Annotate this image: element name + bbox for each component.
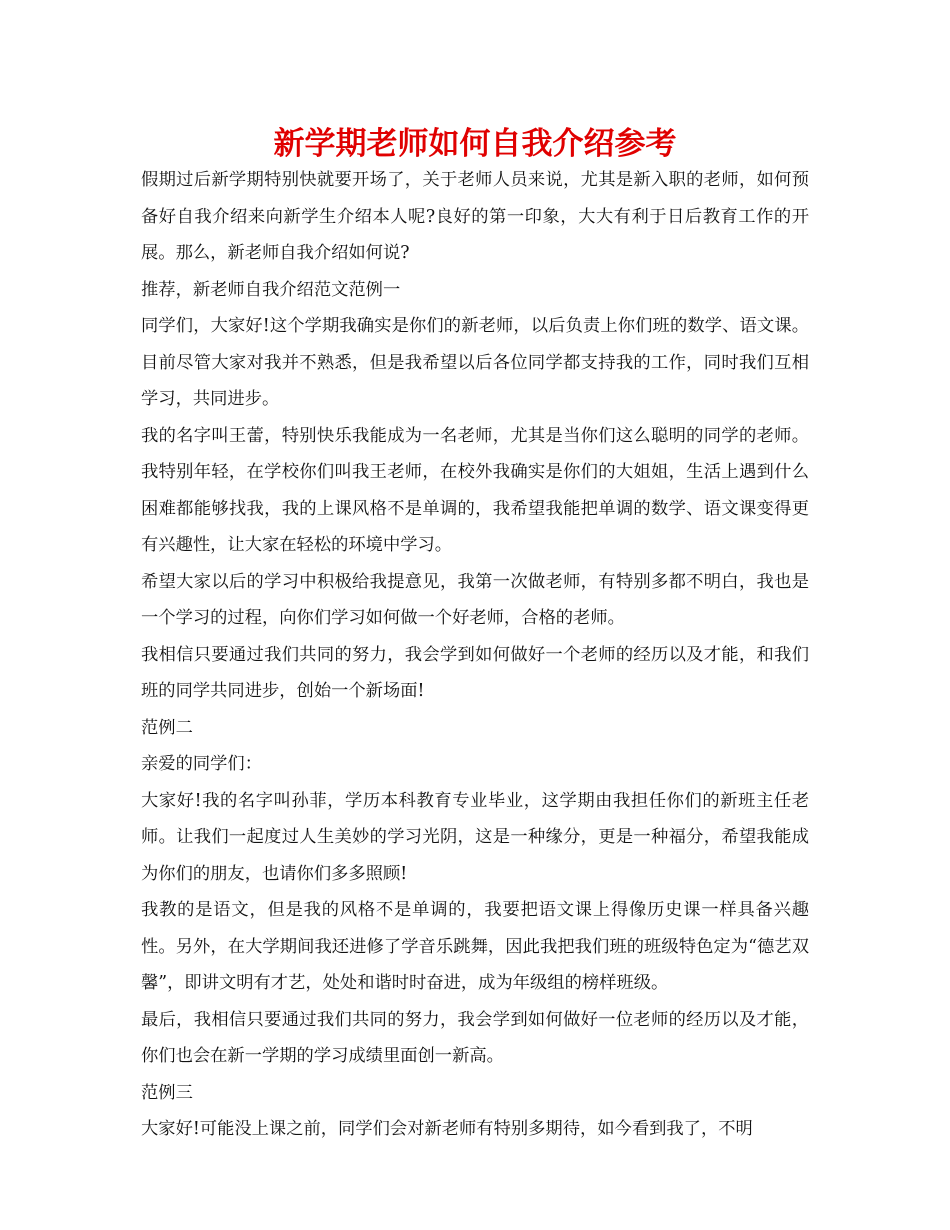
section-heading-example-three: 范例三 (141, 1082, 193, 1103)
document-body (141, 162, 809, 1148)
paragraph-intro: 假期过后新学期特别快就要开场了，关于老师人员来说，尤其是新入职的老师，如何预备好自我介绍来向新学生介绍本人呢?良好的第一印象，大大有利于日后教育工作的开展。那么，新老师自我介绍如何说? (141, 170, 809, 263)
paragraph-example-one-heading: 推荐，新老师自我介绍范文范例一 (141, 279, 401, 300)
section-heading-example-two: 范例二 (141, 717, 193, 738)
paragraph: 我教的是语文，但是我的风格不是单调的，我要把语文课上得像历史课一样具备兴趣性。另外，在大学期间我还进修了学音乐跳舞，因此我把我们班的班级特色定为“德艺双馨”，即讲文明有才艺，处处和谐时时奋进，成为年级组的榜样班级。 (141, 900, 809, 993)
salutation: 亲爱的同学们： (141, 754, 262, 774)
paragraph: 同学们，大家好!这个学期我确实是你们的新老师，以后负责上你们班的数学、语文课。目前尽管大家对我并不熟悉，但是我希望以后各位同学都支持我的工作，同时我们互相学习，共同进步。 (141, 316, 809, 409)
document-title: 新学期老师如何自我介绍参考 (273, 126, 677, 162)
paragraph: 大家好!可能没上课之前，同学们会对新老师有特别多期待，如今看到我了，不明 (141, 1119, 753, 1139)
paragraph: 我的名字叫王蕾，特别快乐我能成为一名老师，尤其是当你们这么聪明的同学的老师。我特别年轻，在学校你们叫我王老师，在校外我确实是你们的大姐姐，生活上遇到什么困难都能够找我，我的上课风格不是单调的，我希望我能把单调的数学、语文课变得更有兴趣性，让大家在轻松的环境中学习。 (141, 425, 809, 555)
paragraph: 最后，我相信只要通过我们共同的努力，我会学到如何做好一位老师的经历以及才能，你们也会在新一学期的学习成绩里面创一新高。 (141, 1009, 809, 1066)
paragraph: 大家好!我的名字叫孙菲，学历本科教育专业毕业，这学期由我担任你们的新班主任老师。让我们一起度过人生美妙的学习光阴，这是一种缘分，更是一种福分，希望我能成为你们的朋友，也请你们多多照顾! (141, 790, 809, 884)
paragraph: 希望大家以后的学习中积极给我提意见，我第一次做老师，有特别多都不明白，我也是一个学习的过程，向你们学习如何做一个好老师，合格的老师。 (141, 571, 809, 628)
paragraph: 我相信只要通过我们共同的努力，我会学到如何做好一个老师的经历以及才能，和我们班的同学共同进步，创始一个新场面! (141, 644, 809, 701)
